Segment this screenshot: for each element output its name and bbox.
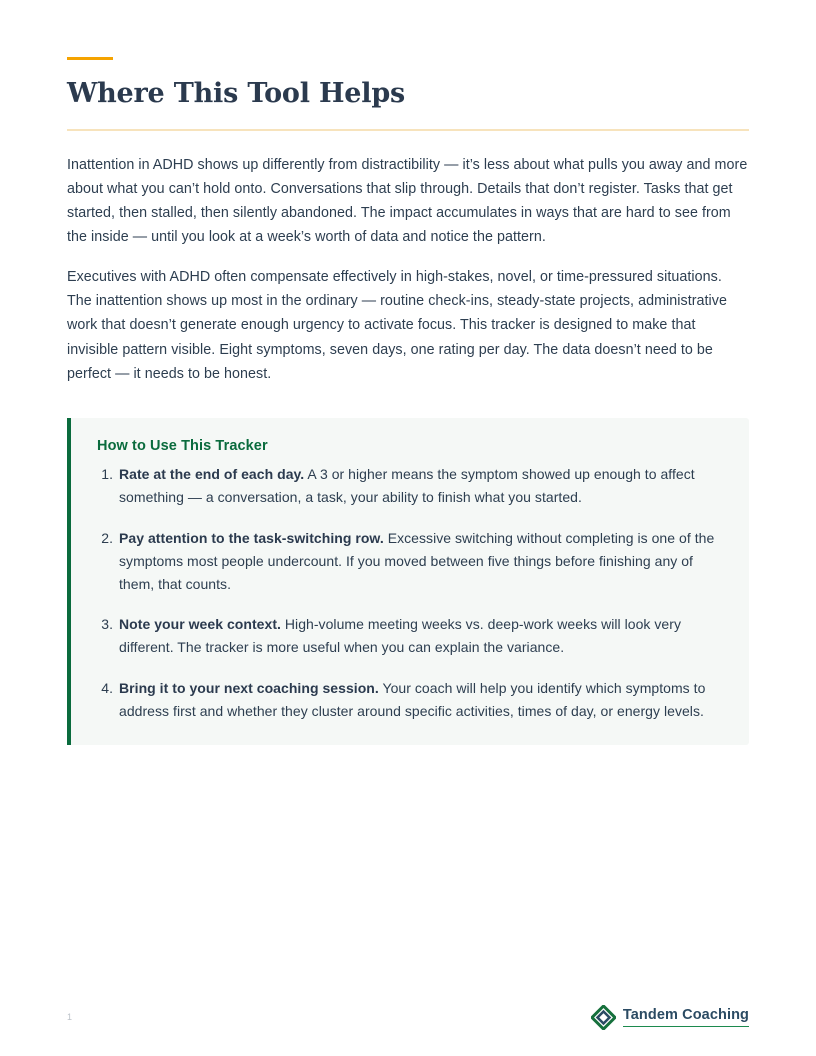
how-to-use-callout (67, 418, 749, 745)
list-item-text: A 3 or higher means the symptom showed up enough to affect something — a conversation, a task, your ability to finish what you started. (119, 466, 695, 506)
list-item (97, 527, 725, 597)
page-footer (0, 1003, 816, 1043)
title-divider-rule (67, 129, 749, 131)
list-item (97, 463, 725, 509)
list-item-text: Excessive switching without completing is one of the symptoms most people undercount. If you moved between five things before finishing any of them, that counts. (119, 529, 715, 593)
list-item-lead: Rate at the end of each day. (119, 466, 305, 483)
brand-lockup (591, 1005, 749, 1030)
list-item-lead: Bring it to your next coaching session. (119, 679, 379, 696)
title-accent-bar (67, 57, 113, 60)
list-item (97, 613, 725, 659)
page-title: Where This Tool Helps (67, 78, 406, 109)
brand-name: Tandem Coaching (623, 1008, 749, 1027)
diamond-logo-icon (591, 1005, 616, 1030)
list-item (97, 677, 725, 723)
list-item-lead: Pay attention to the task-switching row. (119, 529, 384, 546)
intro-paragraph-2: Executives with ADHD often compensate effectively in high-stakes, novel, or time-pressured situations. The inattention shows up most in the ordinary — routine check-ins, steady-state projects, administrative work that doesn’t generate enough urgency to activate focus. This tracker is designed to make that invisible pattern visible. Eight symptoms, seven days, one rating per day. The data doesn’t need to be perfect — it needs to be honest. (67, 268, 727, 382)
how-to-use-list (97, 463, 725, 723)
page-content (67, 0, 749, 745)
callout-heading: How to Use This Tracker (97, 438, 268, 455)
page-number: 1 (67, 1012, 73, 1022)
list-item-text: Your coach will help you identify which symptoms to address first and whether they cluster around specific activities, times of day, or energy levels. (119, 679, 706, 719)
intro-paragraph-1: Inattention in ADHD shows up differently from distractibility — it’s less about what pulls you away and more about what you can’t hold onto. Conversations that slip through. Details that don’t register. Tasks that get started, then stalled, then silently abandoned. The impact accumulates in ways that are hard to see from the inside — until you look at a week’s worth of data and notice the pattern. (67, 156, 748, 246)
list-item-text: High-volume meeting weeks vs. deep-work weeks will look very different. The tracker is more useful when you can explain the variance. (119, 616, 682, 656)
list-item-lead: Note your week context. (119, 616, 281, 633)
